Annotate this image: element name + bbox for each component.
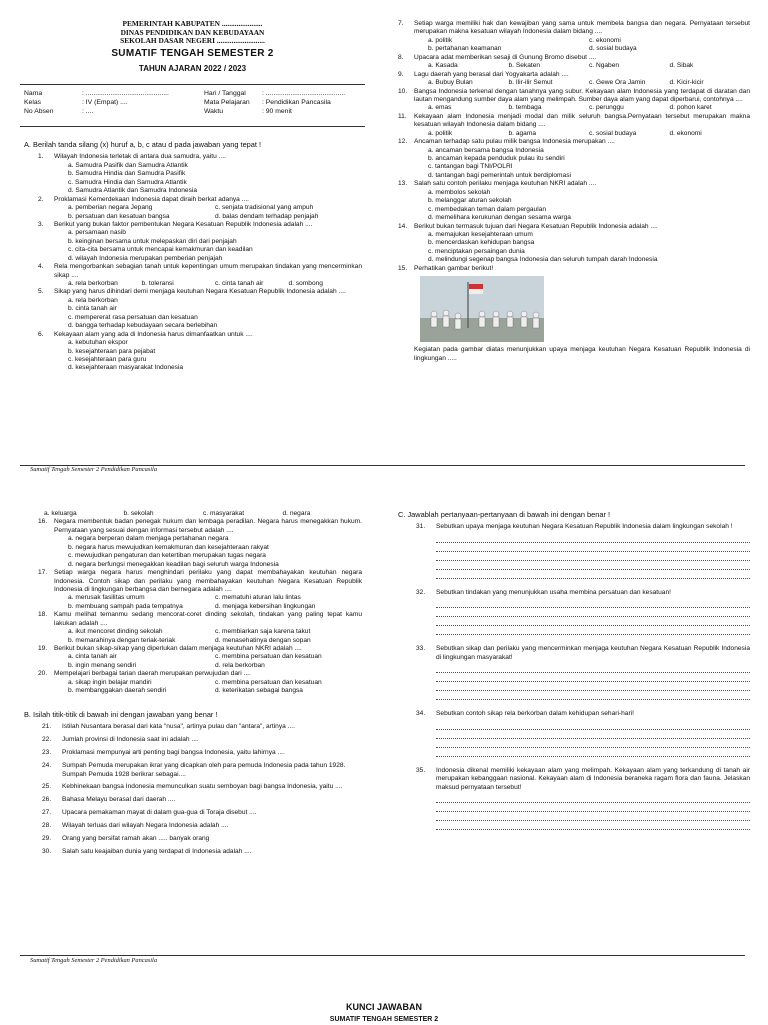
question-item: [38, 670, 362, 695]
footer-page-1: Sumatif Tengah Semester 2 Pendidikan Pancasila: [30, 466, 158, 473]
question-item: [398, 180, 750, 222]
answer-line[interactable]: [436, 534, 750, 543]
identity-value[interactable]: : IV (Empat) ....: [82, 98, 128, 106]
answer-line[interactable]: [436, 617, 750, 626]
answer-option[interactable]: b. pertahanan keamanan: [428, 45, 502, 53]
question-item: [38, 611, 362, 645]
answer-option[interactable]: a. kebutuhan ekspor: [68, 339, 128, 347]
question-text: Lagu daerah yang berasal dari Yogyakarta adalah ....: [414, 70, 569, 78]
fill-question: [42, 723, 362, 732]
section-b-title: B. Isilah titik-titik di bawah ini dengan jawaban yang benar !: [24, 709, 218, 719]
q15-option-a[interactable]: a. keluarga: [44, 510, 77, 517]
answer-options: [38, 339, 362, 373]
question-text: Sebutkan upaya menjaga keutuhan Negara Kesatuan Republik Indonesia dalam lingkungan sekolah !: [436, 523, 733, 531]
answer-line[interactable]: [436, 664, 750, 673]
answer-option[interactable]: d. kesejahteraan masyarakat Indonesia: [68, 364, 184, 372]
flag-ceremony-image: [420, 276, 544, 342]
answer-option[interactable]: a. negara berperan dalam menjaga pertahanan negara: [68, 535, 229, 543]
question-number: 32.: [416, 588, 426, 596]
question-text[interactable]: Kebhinekaan bangsa Indonesia memunculkan suatu semboyan bagi bangsa Indonesia, yaitu ....: [62, 783, 343, 791]
question-item: [398, 71, 750, 88]
answer-option[interactable]: d. menasehatinya dengan sopan: [215, 636, 311, 644]
answer-line[interactable]: [436, 682, 750, 691]
answer-option[interactable]: a. rela berkorban: [68, 280, 118, 288]
answer-line[interactable]: [436, 608, 750, 617]
answer-option[interactable]: d. negara berfungsi menegakkan keadilan bagi seluruh warga Indonesia: [68, 560, 279, 568]
question-number: 14.: [398, 222, 408, 230]
answer-option[interactable]: c. membedakan teman dalam pergaulan: [428, 205, 547, 213]
question-15-options: [24, 510, 362, 518]
answer-option[interactable]: c. mematuhi aturan lalu lintas: [215, 594, 301, 602]
answer-option[interactable]: a. Bubuy Bulan: [428, 79, 473, 87]
answer-option[interactable]: b. Ilir-ilir Semut: [508, 79, 553, 87]
question-number: 7.: [398, 20, 404, 27]
question-number: 11.: [398, 112, 407, 120]
question-text[interactable]: Jumlah provinsi di Indonesia saat ini adalah ....: [62, 736, 199, 744]
answer-option[interactable]: b. Samudra Hindia dan Samudra Pasifik: [68, 170, 186, 178]
question-text: Sebutkan tindakan yang menunjukkan usaha membina persatuan dan kesatuan!: [436, 588, 671, 596]
answer-option[interactable]: c. menciptakan persaingan dunia: [428, 247, 525, 255]
answer-option[interactable]: a. cinta tanah air: [68, 653, 117, 661]
answer-option[interactable]: b. ancaman kepada penduduk pulau itu sendiri: [428, 155, 565, 162]
fill-question: [42, 809, 362, 818]
page-1-bottom-rule: [20, 465, 745, 466]
answer-options: [38, 535, 362, 569]
header-divider-bottom: [20, 126, 365, 127]
answer-line[interactable]: [436, 794, 750, 803]
answer-option[interactable]: b. negara harus mewujudkan kemakmuran dan kesejahteraan rakyat: [68, 543, 269, 551]
answer-option[interactable]: a. sikap ingin belajar mandiri: [68, 678, 152, 686]
answer-option[interactable]: a. Kasada: [428, 62, 458, 70]
question-15-caption: Kegiatan pada gambar diatas menunjukkan upaya menjaga keutuhan Negara Kesatuan Republik Indonesia di lingkungan .....: [414, 346, 750, 362]
answer-option[interactable]: a. emas: [428, 104, 452, 112]
answer-option[interactable]: c. mempererat rasa persatuan dan kesatuan: [68, 313, 198, 321]
fill-question: [42, 749, 362, 758]
fill-question: [42, 822, 362, 831]
answer-option[interactable]: a. membolos sekolah: [428, 188, 491, 196]
question-text[interactable]: Upacara pemakaman mayat di dalam gua-gua di Toraja disebut ....: [62, 809, 257, 817]
answer-option[interactable]: d. wilayah Indonesia merupakan pemberian penjajah: [68, 254, 223, 262]
question-item: [398, 20, 750, 54]
answer-option[interactable]: b. Sekaten: [508, 62, 541, 70]
answer-option[interactable]: b. memarahinya dengan teriak-teriak: [68, 636, 176, 644]
answer-option[interactable]: b. tembaga: [508, 104, 542, 112]
question-item: [38, 645, 362, 670]
question-text: Sebutkan sikap dan perilaku yang mencerminkan menjaga keutuhan Negara Kesatuan Republik Indonesia di lingkungan masyarakat!: [436, 645, 750, 661]
answer-line[interactable]: [436, 570, 750, 579]
answer-option[interactable]: d. menjaga kebersihan lingkungan: [215, 602, 316, 610]
flag-ceremony-illustration: [420, 276, 544, 342]
answer-option[interactable]: d. Sibak: [669, 62, 694, 70]
answer-option[interactable]: b. mencerdaskan kehidupan bangsa: [428, 239, 535, 247]
question-number: 13.: [398, 180, 408, 188]
answer-options: [38, 162, 362, 196]
identity-label: Hari / Tanggal: [204, 90, 246, 97]
question-item: [38, 153, 362, 195]
answer-options: [398, 231, 750, 265]
question-number: 23.: [42, 749, 52, 756]
identity-block: [24, 90, 364, 116]
question-text: Bangsa Indonesia terkenal dengan tanahnya yang subur. Kekayaan alam Indonesia yang terdapat di daratan dan lautan mengandung sumber daya alam yang melimpah. Sumber daya alam yang dapat diperbarui, contohnya ....: [414, 87, 750, 103]
question-number: 9.: [398, 70, 404, 78]
question-text: Negara membentuk badan penegak hukum dan lembaga peradilan. Negara harus menegakkan hukum. Pernyataan yang sesuai dengan informasi tersebut adalah ....: [54, 518, 362, 534]
identity-row: [24, 90, 364, 99]
question-text: Kekayaan alam Indonesia menjadi modal dan milik seluruh bangsa.Pernyataan tersebut merupakan makna kesatuan wilayah Indonesia dalam bidang ....: [414, 112, 750, 129]
question-number: 34.: [416, 710, 426, 718]
answer-option[interactable]: c. mewujudkan pengaturan dan ketertiban merupakan tugas negara: [68, 552, 266, 560]
column-right-top: [398, 20, 750, 363]
question-number: 19.: [38, 645, 48, 652]
exam-year: TAHUN AJARAN 2022 / 2023: [138, 64, 247, 74]
answer-option[interactable]: a. ikut mencoret dinding sekolah: [68, 628, 163, 636]
answer-line[interactable]: [436, 543, 750, 552]
answer-options: [398, 79, 750, 87]
question-number: 25.: [42, 783, 52, 791]
fill-question: [42, 848, 362, 857]
answer-options: [398, 37, 750, 54]
answer-option[interactable]: c. Gewe Ora Jamin: [589, 79, 646, 87]
question-item: [38, 331, 362, 373]
answer-options: [398, 189, 750, 223]
answer-option[interactable]: b. ingin menang sendiri: [68, 661, 137, 669]
answer-line[interactable]: [436, 748, 750, 757]
fill-question: [42, 835, 362, 844]
answer-line[interactable]: [436, 552, 750, 561]
question-text: Rela mengorbankan sebagian tanah untuk kepentingan umum merupakan tindakan yang mencerminkan sikap ....: [54, 263, 362, 279]
answer-option[interactable]: c. senjata tradisional yang ampuh: [215, 204, 314, 212]
answer-option[interactable]: d. rela berkorban: [215, 661, 265, 669]
answer-option[interactable]: a. rela berkorban: [68, 296, 118, 304]
question-text: Kekayaan alam yang ada di Indonesia harus dimanfaatkan untuk ....: [54, 330, 253, 338]
question-text: Mempelajari berbagai tarian daerah merupakan perwujudan dari ....: [54, 670, 251, 678]
identity-label: Kelas: [24, 98, 42, 106]
answer-option[interactable]: d. Kicir-kicir: [669, 79, 704, 87]
question-number: 4.: [38, 263, 44, 271]
question-item: [38, 518, 362, 569]
question-number: 1.: [38, 153, 44, 161]
answer-line[interactable]: [436, 673, 750, 682]
question-item: [398, 54, 750, 71]
answer-option[interactable]: b. membanggakan daerah sendiri: [68, 687, 167, 695]
question-text: Berikut bukan termasuk tujuan dari Negara Kesatuan Republik Indonesia adalah ....: [414, 222, 658, 230]
answer-line[interactable]: [436, 739, 750, 748]
essay-question: [416, 710, 750, 756]
answer-option[interactable]: b. membuang sampah pada tempatnya: [68, 602, 183, 610]
school-header: [20, 20, 365, 75]
fill-question: [42, 736, 362, 745]
q15-option-d[interactable]: d. negara: [282, 510, 311, 517]
question-number: 21.: [42, 723, 52, 731]
answer-option[interactable]: c. Samudra Hindia dan Samudra Atlantik: [68, 178, 187, 186]
header-line-1: PEMERINTAH KABUPATEN ......................: [122, 19, 263, 28]
column-left-bottom: [24, 510, 362, 861]
question-text: Indonesia dikenal memiliki kekayaan alam yang melimpah. Kekayaan alam yang terkandung di tanah air merupakan kebanggaan nasional. Kekayaan alam di Indonesia beraneka ragam flora dan fauna. Jelaskan maksud pernyataan tersebut!: [436, 766, 750, 791]
question-text[interactable]: Wilayah terluas dari wilayah Negara Indonesia adalah ....: [62, 822, 229, 830]
answer-options: [38, 229, 362, 263]
question-number: 20.: [38, 670, 48, 678]
essay-question: [416, 645, 750, 700]
question-item: [398, 113, 750, 138]
answer-option[interactable]: d. pohon karet: [669, 104, 712, 112]
question-item: [38, 263, 362, 288]
answer-option[interactable]: c. ekonomi: [589, 36, 621, 44]
q15-option-b[interactable]: b. sekolah: [123, 510, 154, 517]
answer-option[interactable]: d. sosial budaya: [589, 45, 637, 53]
footer-page-2: Sumatif Tengah Semester 2 Pendidikan Pancasila: [30, 957, 158, 964]
identity-label: Mata Pelajaran: [204, 98, 250, 106]
column-right-bottom: [398, 510, 750, 840]
fill-question: [42, 796, 362, 805]
question-text: Setiap warga memiliki hak dan kewajiban yang sama untuk membela bangsa dan negara. Pernyataan tersebut merupakan makna kesatuan wilayah Indonesia dalam bidang ....: [414, 20, 750, 36]
header-divider-top: [20, 84, 365, 85]
answer-option[interactable]: a. merusak fasilitas umum: [68, 594, 145, 602]
answer-line[interactable]: [436, 730, 750, 739]
question-text: Wilayah Indonesia terletak di antara dua samudra, yaitu ....: [54, 153, 226, 161]
question-text[interactable]: Salah satu keajaiban dunia yang terdapat di Indonesia adalah ....: [62, 848, 252, 856]
answer-options: [38, 297, 362, 331]
answer-option[interactable]: d. memelihara kerukunan dengan sesama warga: [428, 214, 571, 222]
question-item: [38, 196, 362, 221]
question-item: [398, 223, 750, 265]
answer-option[interactable]: c. tantangan bagi TNI/POLRI: [428, 163, 513, 171]
identity-value[interactable]: : Pendidikan Pancasila: [262, 98, 331, 106]
page-2-bottom-rule: [20, 955, 745, 956]
question-number: 28.: [42, 822, 52, 830]
answer-option[interactable]: c. membina persatuan dan kesatuan: [215, 678, 322, 686]
identity-value[interactable]: : ..........................................: [262, 90, 346, 97]
question-text: Setiap warga negara harus menghindari perilaku yang dapat membahayakan keutuhan negara Indonesia. Contoh sikap dan perilaku yang membahayakan keutuhan Negara Kesatuan Republik Indonesia di lingkungan berbangsa dan bernegara adalah ....: [54, 569, 362, 593]
answer-line[interactable]: [436, 803, 750, 812]
question-text: Sebutkan contoh sikap rela berkorban dalam kehidupan sehari-hari!: [436, 710, 634, 718]
answer-line[interactable]: [436, 812, 750, 821]
question-text[interactable]: Bahasa Melayu berasal dari daerah ....: [62, 796, 176, 804]
answer-option[interactable]: b. persatuan dan kesatuan bangsa: [68, 212, 170, 220]
question-number: 8.: [398, 53, 404, 61]
answer-option[interactable]: d. Samudra Atlantik dan Samudra Indonesia: [68, 187, 198, 195]
question-text: Perhatikan gambar berikut!: [414, 264, 494, 272]
answer-options: [398, 147, 750, 181]
answer-option[interactable]: d. bangga terhadap kebudayaan secara berlebihan: [68, 322, 218, 330]
answer-option[interactable]: a. politik: [428, 129, 453, 137]
answer-options: [398, 62, 750, 70]
exam-title: SUMATIF TENGAH SEMESTER 2: [111, 47, 274, 59]
identity-value[interactable]: : ....: [82, 107, 94, 115]
answer-option[interactable]: b. agama: [508, 129, 536, 137]
question-text: Upacara adat memberikan sesaji di Gunung Bromo disebut ....: [414, 53, 597, 61]
essay-question: [416, 589, 750, 635]
question-item: [38, 221, 362, 263]
answer-line[interactable]: [436, 599, 750, 608]
question-number: 22.: [42, 736, 52, 744]
fill-question: [42, 762, 362, 779]
answer-option[interactable]: d. balas dendam terhadap penjajah: [215, 212, 319, 220]
identity-value[interactable]: : ............................................: [82, 90, 169, 97]
answer-options: [38, 679, 362, 696]
answer-option[interactable]: b. toleransi: [141, 280, 174, 288]
answer-key-subtitle: SUMATIF TENGAH SEMESTER 2: [329, 1016, 439, 1023]
fill-question: [42, 783, 362, 792]
answer-option[interactable]: c. cita-cita bersama untuk mencapai kemakmuran dan keadilan: [68, 246, 253, 254]
identity-row: [24, 99, 364, 108]
question-number: 3.: [38, 220, 44, 228]
question-item: [38, 569, 362, 611]
answer-option[interactable]: b. cinta tanah air: [68, 305, 117, 313]
question-number: 2.: [38, 195, 44, 203]
answer-option[interactable]: c. membiarkan saja karena takut: [215, 628, 311, 636]
question-text: Berikut bukan sikap-sikap yang diperlukan dalam menjaga keutuhan NKRI adalah ....: [54, 645, 302, 652]
question-text: Ancaman terhadap satu pulau milik bangsa Indonesia merupakan ....: [414, 138, 615, 146]
answer-line[interactable]: [436, 821, 750, 830]
answer-line[interactable]: [436, 691, 750, 700]
question-number: 24.: [42, 761, 52, 769]
question-number: 5.: [38, 288, 44, 296]
answer-options: [38, 280, 362, 288]
question-number: 18.: [38, 611, 48, 619]
question-item: [398, 138, 750, 180]
section-c-title: C. Jawablah pertanyaan-pertanyaan di bawah ini dengan benar !: [398, 510, 611, 519]
answer-option[interactable]: d. ekonomi: [669, 129, 702, 137]
answer-option[interactable]: a. memajukan kesejahteraan umum: [428, 230, 533, 238]
question-item: [398, 88, 750, 113]
section-a-title: A. Berilah tanda silang (x) huruf a, b, c atau d pada jawaban yang tepat !: [24, 140, 262, 149]
answer-option[interactable]: c. sosial budaya: [589, 129, 637, 137]
answer-option[interactable]: d. melindungi segenap bangsa Indonesia dan seluruh tumpah darah Indonesia: [428, 256, 658, 264]
question-number: 30.: [42, 848, 52, 856]
answer-option[interactable]: c. kesejahteraan para guru: [68, 355, 147, 363]
answer-option[interactable]: d. keterikatan sebagai bangsa: [215, 687, 303, 695]
answer-option[interactable]: a. Samudra Pasifik dan Samudra Atlantik: [68, 161, 188, 169]
question-text: Sikap yang harus dihindari demi menjaga keutuhan Negara Kesatuan Republik Indonesia adalah ....: [54, 288, 346, 296]
answer-option[interactable]: a. persamaan nasib: [68, 229, 126, 237]
question-text: Kamu melihat temanmu sedang mencorat-coret dinding sekolah, tindakan yang paling tepat kamu lakukan adalah ....: [54, 611, 362, 627]
question-number: 26.: [42, 796, 52, 804]
answer-line[interactable]: [436, 561, 750, 570]
column-left-top: [24, 140, 362, 373]
answer-option[interactable]: a. pemberian negara Jepang: [68, 204, 153, 212]
question-number: 27.: [42, 809, 52, 817]
question-number: 35.: [416, 766, 426, 774]
question-number: 15.: [398, 264, 408, 272]
question-number: 29.: [42, 835, 52, 843]
identity-row: [24, 108, 364, 117]
answer-options: [38, 594, 362, 611]
q15-option-c[interactable]: c. masyarakat: [203, 510, 245, 517]
question-text: Proklamasi Kemerdekaan Indonesia dapat diraih berkat adanya ....: [54, 195, 249, 203]
answer-options: [38, 653, 362, 670]
answer-line[interactable]: [436, 721, 750, 730]
answer-option[interactable]: c. Ngaben: [589, 62, 620, 70]
answer-option[interactable]: c. membina persatuan dan kesatuan: [215, 653, 322, 661]
question-number: 6.: [38, 330, 44, 338]
question-text[interactable]: Proklamasi mempunyai arti penting bagi bangsa Indonesia, yaitu lahirnya ....: [62, 749, 285, 756]
answer-key-title: KUNCI JAWABAN: [345, 1002, 422, 1012]
answer-options: [398, 130, 750, 138]
question-number: 12.: [398, 138, 408, 146]
question-number: 31.: [416, 523, 426, 531]
essay-question: [416, 523, 750, 578]
header-line-3: SEKOLAH DASAR NEGERI ..........................: [120, 36, 265, 46]
answer-option[interactable]: d. tantangan bagi pemerintah untuk berdiplomasi: [428, 171, 571, 179]
answer-option[interactable]: c. cinta tanah air: [215, 280, 264, 288]
question-text[interactable]: Orang yang bersifat ramah akan ..... banyak orang: [62, 835, 210, 843]
answer-option[interactable]: d. sombong: [288, 280, 323, 288]
question-item: [38, 288, 362, 330]
answer-option[interactable]: a. ancaman bersama bangsa Indonesia: [428, 146, 544, 154]
header-line-2: DINAS PENDIDIKAN DAN KEBUDAYAAN: [120, 27, 265, 37]
answer-options: [38, 204, 362, 221]
question-number: 17.: [38, 569, 48, 577]
identity-label: Nama: [24, 90, 43, 97]
answer-option[interactable]: b. keinginan bersama untuk melepaskan diri dari penjajah: [68, 237, 237, 245]
answer-options: [38, 628, 362, 645]
question-text: Salah satu contoh perilaku menjaga keutuhan NKRI adalah ....: [414, 180, 597, 188]
question-item: [398, 265, 750, 273]
question-text: Berikut yang bukan faktor pembentukan Negara Kesatuan Republik Indonesia adalah ....: [54, 220, 313, 228]
answer-options: [398, 104, 750, 112]
answer-line[interactable]: [436, 626, 750, 635]
question-number: 16.: [38, 518, 48, 526]
answer-option[interactable]: a. politik: [428, 36, 453, 44]
question-number: 33.: [416, 645, 426, 653]
answer-option[interactable]: b. melanggar aturan sekolah: [428, 197, 512, 205]
answer-option[interactable]: c. perunggu: [589, 104, 624, 112]
identity-label: No Absen: [24, 107, 54, 115]
question-text[interactable]: Sumpah Pemuda merupakan ikrar yang dicapkan oleh para pemuda Indonesia pada tahun 1928. Sumpah Pemuda 1928 berikrar sebagai....: [62, 761, 346, 778]
identity-value[interactable]: : 90 menit: [262, 107, 292, 115]
essay-question: [416, 767, 750, 830]
identity-label: Waktu: [204, 107, 224, 115]
question-number: 10.: [398, 87, 408, 95]
answer-option[interactable]: b. kesejahteraan para pejabat: [68, 347, 156, 355]
question-text[interactable]: Istilah Nusantara berasal dari kata "nusa", artinya pulau dan "antara", artinya ....: [62, 723, 295, 731]
